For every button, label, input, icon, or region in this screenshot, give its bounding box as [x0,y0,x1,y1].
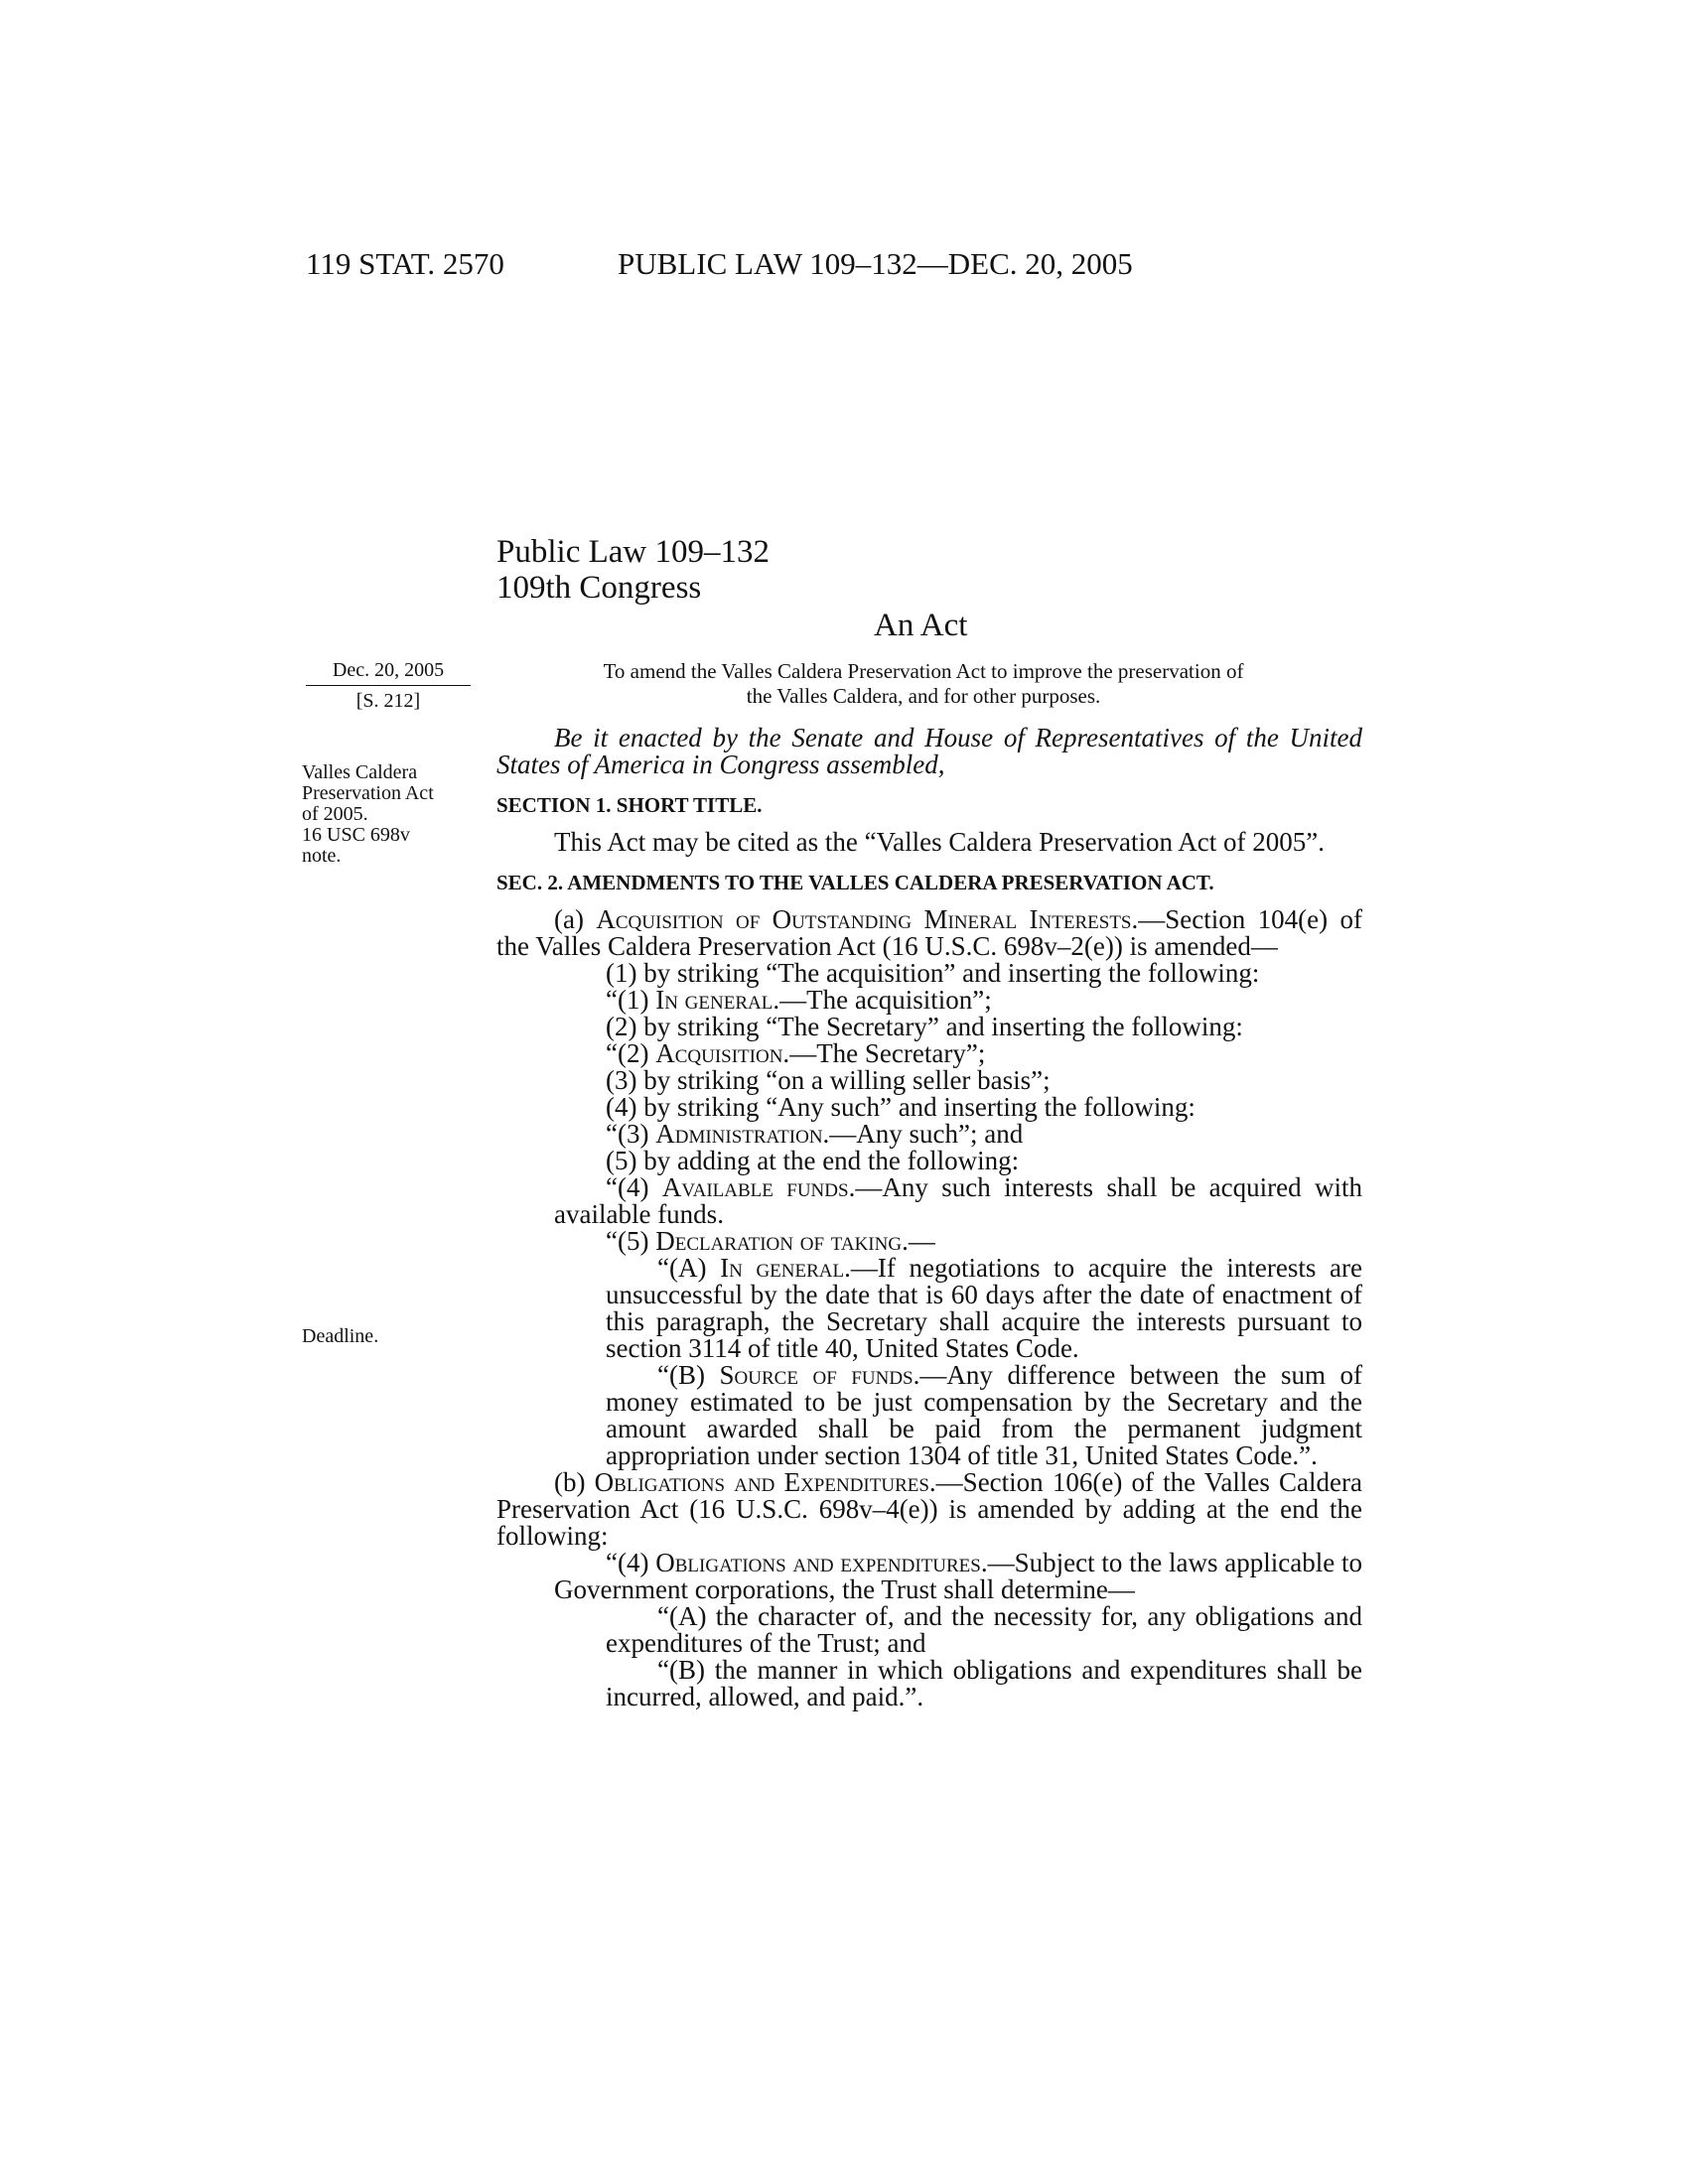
date-rule [306,685,471,686]
section-2-heading: SEC. 2. AMENDMENTS TO THE VALLES CALDERA PRESERVATION ACT. [496,871,1214,894]
amendment-2: (2) by striking “The Secretary” and inserting the following: [606,1012,1243,1041]
quote-label: “(5) [606,1226,656,1256]
purpose-line-2: the Valles Caldera, and for other purposes. [746,684,1101,708]
margin-note-line: of 2005. [302,803,368,825]
subsection-label: (a) [554,904,597,934]
quote-heading: Available funds. [661,1172,856,1202]
quote-label: “(2) [606,1038,656,1068]
subsection-heading: Acquisition of Outstanding Mineral Interests. [596,904,1139,934]
quoted-subparagraph-a [496,1255,1362,1362]
section-1-heading: SECTION 1. SHORT TITLE. [496,793,763,817]
quote-heading: Declaration of taking. [655,1226,909,1256]
quote-heading: Obligations and expenditures. [655,1548,988,1577]
quoted-subparagraph-b4b: “(B) the manner in which obligations and expenditures shall be incurred, allowed, and paid.”. [606,1655,1362,1711]
amendment-3: (3) by striking “on a willing seller basis”; [606,1065,1051,1095]
quote-heading: Source of funds. [719,1360,920,1390]
margin-note-line: Preservation Act [302,782,434,804]
quote-text: —The acquisition”; [779,985,992,1015]
quoted-paragraph-3 [496,1121,1362,1148]
subsection-b [496,1469,1362,1550]
margin-note-line: 16 USC 698v [302,824,410,846]
quote-text: —Any difference between the sum of money estimated to be just compensation by the Secretary and the amount awarded shall be paid from the permanent judgment appropriation under section 1304 of title 31, United States Code.”. [606,1360,1363,1470]
quoted-paragraph-5 [496,1228,1362,1255]
subsection-heading: Obligations and Expenditures. [594,1467,936,1497]
quote-text: — [908,1226,935,1256]
subsection-a [496,906,1362,960]
quoted-paragraph-b4 [496,1550,1362,1603]
quote-text: —Any such interests shall be acquired with available funds. [554,1172,1363,1229]
public-law-number: Public Law 109–132 [496,534,770,570]
amendment-5: (5) by adding at the end the following: [606,1146,1020,1175]
purpose-line-1: To amend the Valles Caldera Preservation Act to improve the preservation of [603,659,1244,683]
congress-number: 109th Congress [496,570,702,606]
quote-text: —The Secretary”; [789,1038,986,1068]
act-purpose [516,659,1331,709]
law-title-block [496,534,770,606]
quoted-paragraph-4 [496,1174,1362,1228]
subsection-text: —Section 104(e) of the Valles Caldera Preservation Act (16 U.S.C. 698v–2(e)) is amended— [496,904,1362,961]
act-heading: An Act [874,608,968,643]
act-body [496,725,1362,1710]
quote-text: —If negotiations to acquire the interests are unsuccessful by the date that is 60 days after the date of enactment of this paragraph, the Secretary shall acquire the interests pursuant to section 3114 of title 40, United States Code. [606,1253,1362,1363]
margin-enactment-date [306,659,471,713]
quote-heading: Acquisition. [655,1038,790,1068]
quoted-paragraph-1 [496,987,1362,1014]
quote-heading: In general. [720,1253,851,1283]
section-1-text: This Act may be cited as the “Valles Caldera Preservation Act of 2005”. [554,827,1326,857]
quote-text: —Any such”; and [829,1119,1024,1149]
quoted-paragraph-2 [496,1040,1362,1067]
quote-label: “(B) [657,1360,720,1390]
subsection-label: (b) [554,1467,595,1497]
quote-label: “(1) [606,985,656,1015]
quote-heading: In general. [655,985,780,1015]
margin-note-line: Valles Caldera [302,761,418,783]
running-title: PUBLIC LAW 109–132—DEC. 20, 2005 [618,246,1133,281]
quote-text: —Subject to the laws applicable to Government corporations, the Trust shall determine— [554,1548,1362,1604]
amendment-4: (4) by striking “Any such” and inserting the following: [606,1092,1196,1122]
subsection-text: —Section 106(e) of the Valles Caldera Preservation Act (16 U.S.C. 698v–4(e)) is amended by adding at the end the following: [496,1467,1362,1551]
amendment-1: (1) by striking “The acquisition” and inserting the following: [606,958,1260,988]
quote-label: “(3) [606,1119,656,1149]
stat-page-number: 119 STAT. 2570 [306,246,504,281]
quoted-subparagraph-b [496,1362,1362,1469]
quote-label: “(4) [606,1172,662,1202]
enactment-date: Dec. 20, 2005 [332,659,445,681]
quote-label: “(4) [606,1548,656,1577]
enacting-clause: Be it enacted by the Senate and House of Representatives of the United States of America in Congress assembled, [496,723,1362,779]
quoted-subparagraph-b4a: “(A) the character of, and the necessity for, any obligations and expenditures of the Trust; and [606,1601,1362,1658]
margin-short-title-note [302,762,481,867]
quote-label: “(A) [657,1253,721,1283]
margin-note-line: note. [302,845,342,867]
margin-deadline-note: Deadline. [302,1325,379,1347]
quote-heading: Administration. [655,1119,830,1149]
bill-number: [S. 212] [355,690,421,712]
